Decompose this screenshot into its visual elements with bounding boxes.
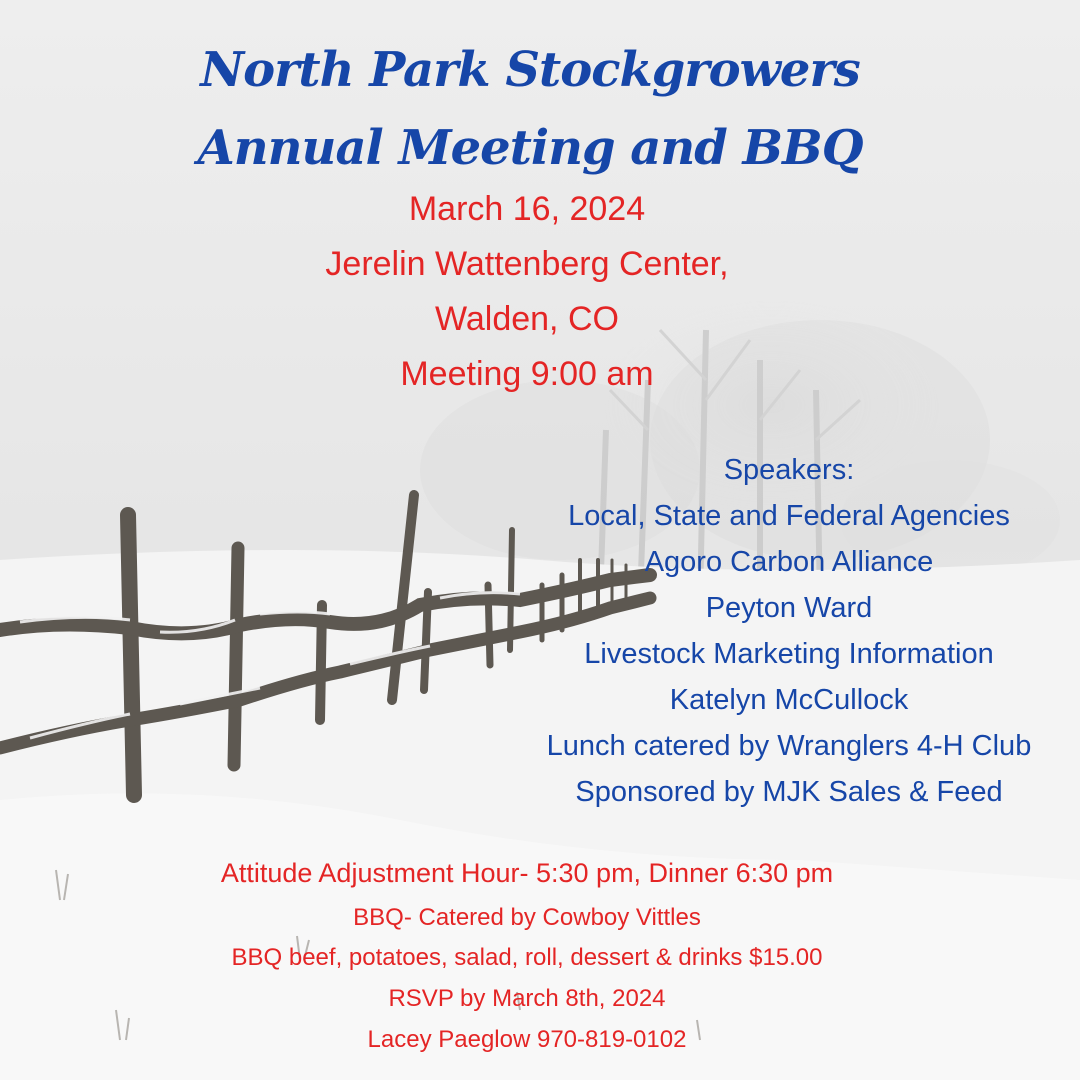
event-date: March 16, 2024	[408, 190, 646, 228]
rsvp-contact: Lacey Paeglow 970-819-0102	[367, 1026, 687, 1053]
sponsor-line: Sponsored by MJK Sales & Feed	[575, 776, 1003, 808]
lunch-caterer: Lunch catered by Wranglers 4-H Club	[546, 730, 1032, 762]
speaker-item: Katelyn McCullock	[669, 684, 909, 716]
speaker-item: Peyton Ward	[705, 592, 873, 624]
title-line-2: Annual Meeting and BBQ	[197, 120, 863, 176]
speakers-heading: Speakers:	[723, 454, 855, 486]
evening-schedule: Attitude Adjustment Hour- 5:30 pm, Dinner 6:30 pm	[220, 858, 834, 888]
meeting-time: Meeting 9:00 am	[400, 355, 654, 393]
bbq-menu: BBQ beef, potatoes, salad, roll, dessert & drinks $15.00	[231, 944, 823, 971]
title-line-1: North Park Stockgrowers	[200, 42, 860, 98]
speaker-item: Agoro Carbon Alliance	[644, 546, 934, 578]
event-venue: Jerelin Wattenberg Center,	[325, 245, 729, 283]
event-city: Walden, CO	[435, 300, 619, 338]
bbq-caterer: BBQ- Catered by Cowboy Vittles	[353, 904, 701, 931]
speaker-item: Livestock Marketing Information	[584, 638, 994, 670]
speaker-item: Local, State and Federal Agencies	[568, 500, 1010, 532]
rsvp-deadline: RSVP by March 8th, 2024	[388, 985, 666, 1012]
